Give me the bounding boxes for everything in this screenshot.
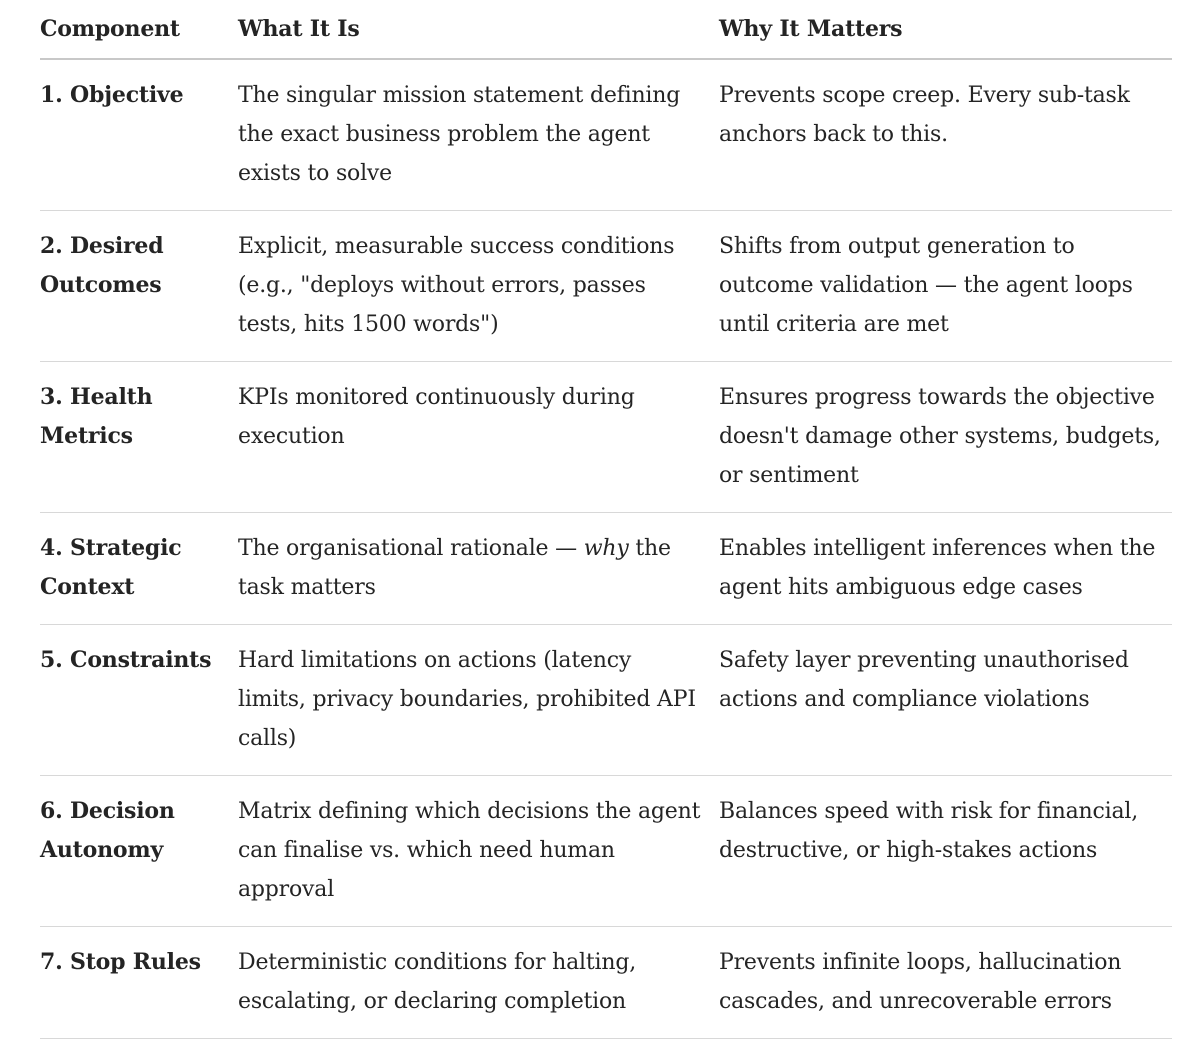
header-row [40, 0, 1172, 59]
what-it-is-cell: Explicit, measurable success conditions (e.g., "deploys without errors, passes tests, hits 1500 words") [238, 211, 719, 362]
component-cell: 5. Constraints [40, 625, 238, 776]
what-text-emphasis: why [583, 536, 629, 561]
what-it-is-cell: KPIs monitored continuously during execution [238, 362, 719, 513]
what-it-is-cell: Hard limitations on actions (latency limits, privacy boundaries, prohibited API calls) [238, 625, 719, 776]
why-it-matters-cell: Safety layer preventing unauthorised actions and compliance violations [719, 625, 1172, 776]
component-cell: 7. Stop Rules [40, 927, 238, 1039]
component-cell: 6. Decision Autonomy [40, 776, 238, 927]
why-it-matters-cell: Balances speed with risk for financial, destructive, or high-stakes actions [719, 776, 1172, 927]
table-header [40, 0, 1172, 59]
header-what-it-is: What It Is [238, 0, 719, 59]
components-table [40, 0, 1172, 1039]
what-text-post: the task matters [238, 536, 671, 600]
table-row-stop-rules [40, 927, 1172, 1039]
what-it-is-cell [238, 513, 719, 625]
component-cell: 4. Strategic Context [40, 513, 238, 625]
why-it-matters-cell: Ensures progress towards the objective doesn't damage other systems, budgets, or sentiment [719, 362, 1172, 513]
what-it-is-cell: Deterministic conditions for halting, escalating, or declaring completion [238, 927, 719, 1039]
component-cell: 3. Health Metrics [40, 362, 238, 513]
why-it-matters-cell: Shifts from output generation to outcome validation — the agent loops until criteria are met [719, 211, 1172, 362]
table-row-strategic-context [40, 513, 1172, 625]
what-text-pre: The organisational rationale — [238, 536, 584, 561]
what-it-is-cell: Matrix defining which decisions the agent can finalise vs. which need human approval [238, 776, 719, 927]
table-body [40, 59, 1172, 1039]
components-table-container [40, 0, 1172, 1039]
table-row-decision-autonomy [40, 776, 1172, 927]
what-it-is-cell: The singular mission statement defining the exact business problem the agent exists to solve [238, 59, 719, 211]
table-row-constraints [40, 625, 1172, 776]
component-cell: 1. Objective [40, 59, 238, 211]
header-component: Component [40, 0, 238, 59]
component-cell: 2. Desired Outcomes [40, 211, 238, 362]
table-row-desired-outcomes [40, 211, 1172, 362]
why-it-matters-cell: Prevents scope creep. Every sub-task anchors back to this. [719, 59, 1172, 211]
why-it-matters-cell: Enables intelligent inferences when the agent hits ambiguous edge cases [719, 513, 1172, 625]
table-row-objective [40, 59, 1172, 211]
header-why-it-matters: Why It Matters [719, 0, 1172, 59]
table-row-health-metrics [40, 362, 1172, 513]
why-it-matters-cell: Prevents infinite loops, hallucination cascades, and unrecoverable errors [719, 927, 1172, 1039]
